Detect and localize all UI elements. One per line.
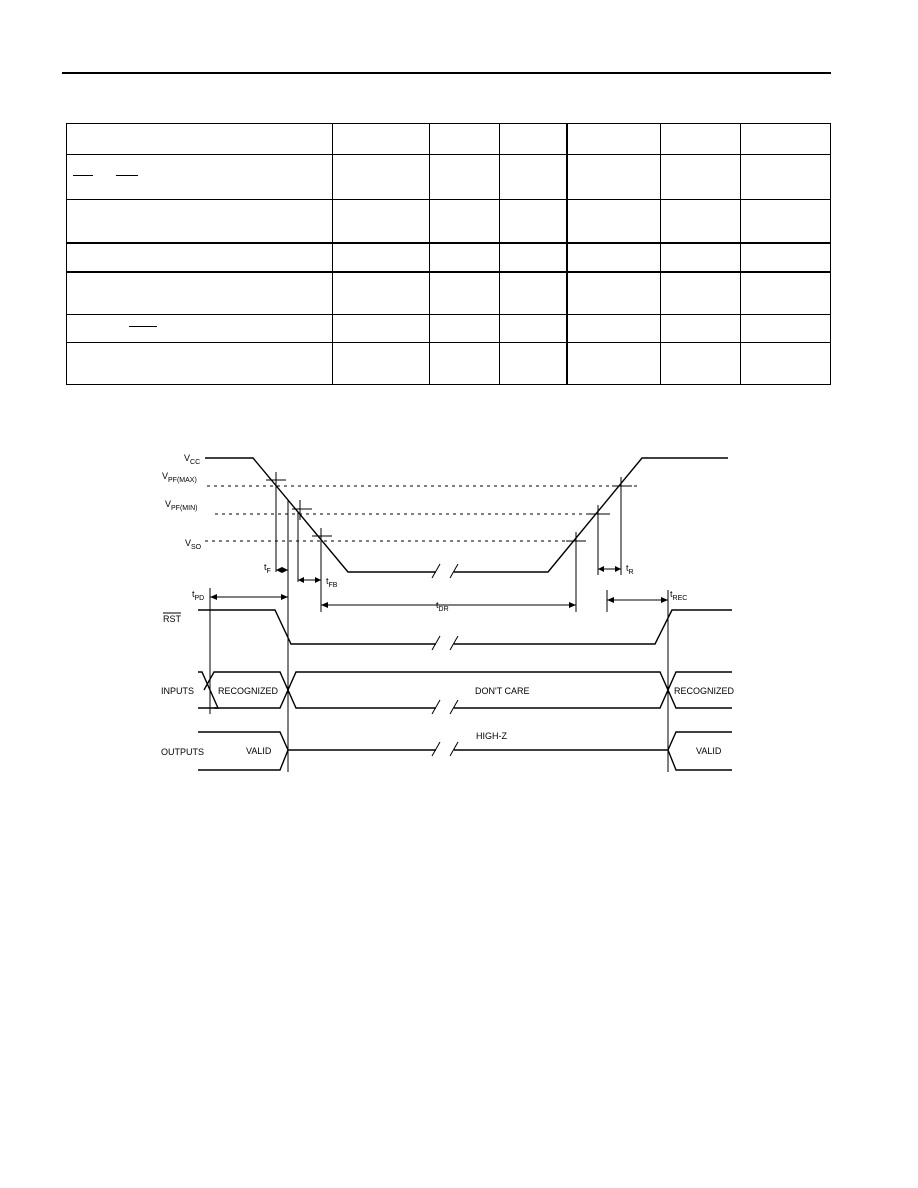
recognized-right-label: RECOGNIZED [674,686,735,696]
break-mark [432,742,440,756]
inputs-label: INPUTS [161,686,195,696]
vcc-waveform-right [454,458,728,572]
inputs-bus [198,672,732,708]
break-mark [450,564,458,578]
vpf-min-label: $V_{PF(MIN)}$ [165,499,198,512]
break-mark [432,636,440,650]
rst-waveform-right [454,610,732,644]
tpd-label: $t_{PD}$ [192,589,205,602]
vpf-max-label: $V_{PF(MAX)}$ [162,471,197,484]
arrowheads [210,566,668,608]
recognized-left-label: RECOGNIZED [218,686,279,696]
dont-care-label: DON'T CARE [475,686,530,696]
outputs-bus [198,732,732,770]
tr-label: $t_R$ [626,563,634,576]
outputs-label: OUTPUTS [161,747,205,757]
vso-label: $V_{SO}$ [185,538,202,551]
break-mark [432,700,440,714]
break-mark [450,700,458,714]
rst-label: RST [163,614,181,624]
tfb-label: $t_{FB}$ [326,576,338,589]
high-z-label: HIGH-Z [476,731,507,741]
break-mark [450,636,458,650]
vcc-label: $V_{CC}$ [184,453,201,466]
trec-label: $t_{REC}$ [670,589,688,602]
tf-label: $t_F$ [264,562,271,575]
valid-right-label: VALID [696,746,722,756]
break-mark [432,564,440,578]
timing-arrows [210,569,668,605]
break-mark [450,742,458,756]
timing-reference-lines [210,480,668,772]
valid-left-label: VALID [246,746,272,756]
tdr-label: $t_{DR}$ [436,600,449,613]
rst-waveform [198,610,436,644]
